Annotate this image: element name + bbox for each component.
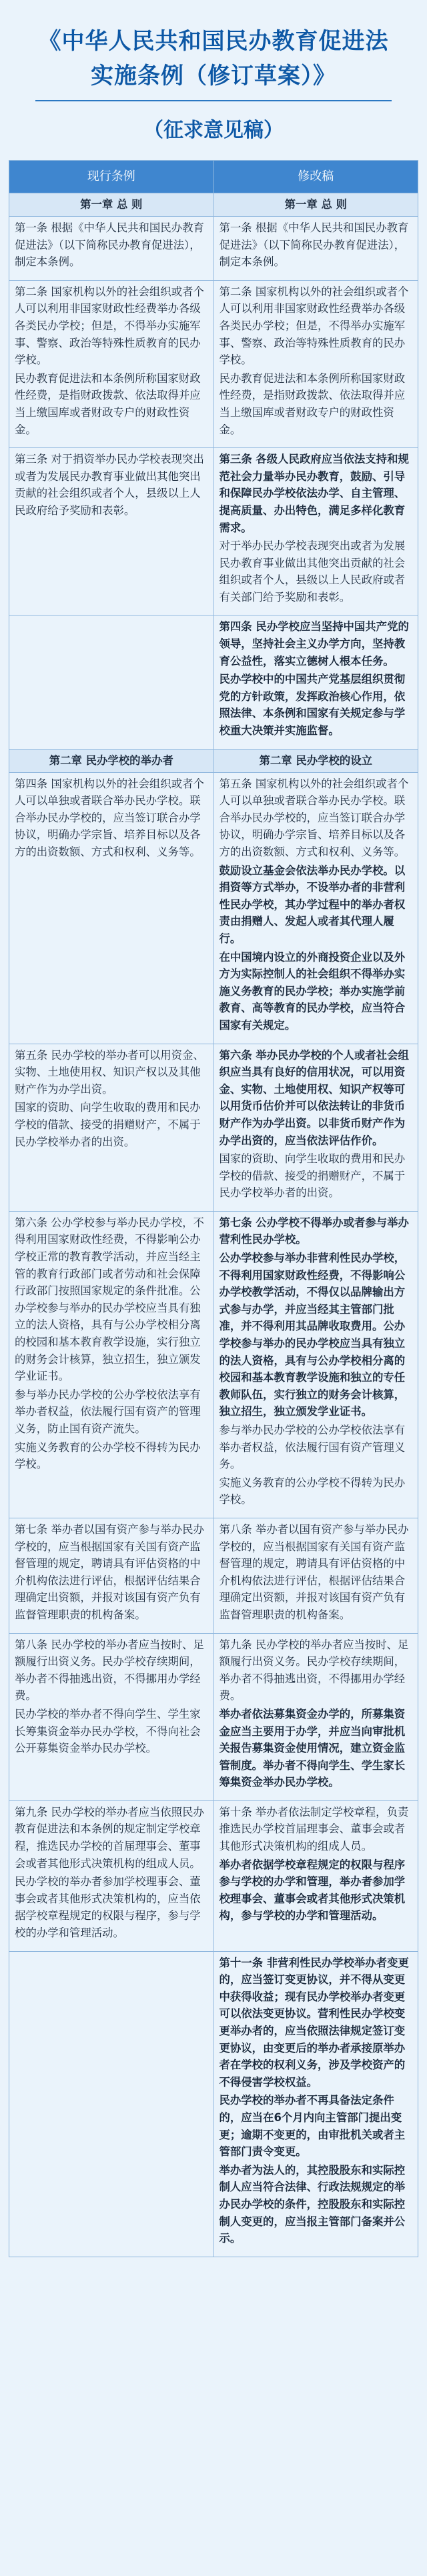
article-paragraph: 第三条 对于捐资举办民办学校表现突出或者为发展民办教育事业做出其他突出贡献的社会组织或者个人，县级以上人民政府给予奖励和表彰。 — [15, 453, 204, 517]
column-header-revised: 修改稿 — [214, 161, 418, 193]
table-row — [9, 217, 418, 281]
table-body — [9, 193, 418, 2257]
article-paragraph: 第三条 各级人民政府应当依法支持和规范社会力量举办民办教育，鼓励、引导和保障民办学校依法办学、自主管理、提高质量、办出特色，满足多样化教育需求。 — [219, 453, 409, 534]
current-article-cell — [9, 1951, 214, 2257]
current-article-cell — [9, 280, 214, 447]
article-paragraph: 第九条 民办学校的举办者应当按时、足额履行出资义务。民办学校存续期间，举办者不得抽逃出资，不得挪用办学经费。 — [219, 1638, 409, 1702]
current-article-cell — [9, 1211, 214, 1518]
revised-article-cell — [214, 1044, 418, 1211]
revised-article-cell — [214, 448, 418, 615]
article-paragraph: 第十条 举办者依法制定学校章程，负责推选民办学校首届理事会、董事会或者其他形式决策机构的组成人员。 — [219, 1805, 409, 1853]
current-article-cell — [9, 217, 214, 281]
article-paragraph: 第八条 举办者以国有资产参与举办民办学校的，应当根据国家有关国有资产监督管理的规定，聘请具有评估资格的中介机构依法进行评估，根据评估结果合理确定出资额，并报对该国有资产负有监督管理职责的机构备案。 — [219, 1522, 409, 1621]
chapter-title-revised: 第一章 总 则 — [214, 193, 418, 217]
article-paragraph: 民办学校的举办者不再具备法定条件的，应当在6个月内向主管部门提出变更；逾期不变更的，由审批机关或者主管部门责令变更。 — [219, 2094, 406, 2159]
revised-article-cell — [214, 1518, 418, 1633]
table-row — [9, 280, 418, 447]
article-paragraph: 国家的资助、向学生收取的费用和民办学校的借款、接受的捐赠财产，不属于民办学校举办者的出资。 — [15, 1101, 201, 1148]
column-header-current: 现行条例 — [9, 161, 214, 193]
article-paragraph: 第一条 根据《中华人民共和国民办教育促进法》（以下简称民办教育促进法），制定本条例。 — [15, 221, 204, 269]
chapter-title-current: 第一章 总 则 — [9, 193, 214, 217]
table-row — [9, 1518, 418, 1633]
chapter-title-current: 第二章 民办学校的举办者 — [9, 749, 214, 772]
article-paragraph: 民办教育促进法和本条例所称国家财政性经费，是指财政拨款、依法取得并应当上缴国库或者财政专户的财政性资金。 — [219, 371, 406, 436]
article-paragraph: 国家的资助、向学生收取的费用和民办学校的借款、接受的捐赠财产，不属于民办学校举办者的出资。 — [219, 1152, 406, 1200]
article-paragraph: 第四条 民办学校应当坚持中国共产党的领导，坚持社会主义办学方向，坚持教育公益性，落实立德树人根本任务。 — [219, 620, 409, 668]
article-paragraph: 第五条 民办学校的举办者可以用资金、实物、土地使用权、知识产权以及其他财产作为办学出资。 — [15, 1048, 204, 1096]
article-paragraph: 民办教育促进法和本条例所称国家财政性经费，是指财政拨款、依法取得并应当上缴国库或者财政专户的财政性资金。 — [15, 371, 201, 436]
page-subtitle: （征求意见稿） — [143, 119, 284, 142]
article-paragraph: 第六条 举办民办学校的个人或者社会组织应当具有良好的信用状况，可以用资金、实物、土地使用权、知识产权等可以用货币估价并可以依法转让的非货币财产作为办学出资。以非货币财产作为办学出资的，应当依法评估作价。 — [219, 1048, 409, 1147]
article-paragraph: 第七条 公办学校不得举办或者参与举办营利性民办学校。 — [219, 1216, 409, 1246]
current-article-cell — [9, 1044, 214, 1211]
article-paragraph: 鼓励设立基金会依法举办民办学校。以捐资等方式举办，不设举办者的非营利性民办学校，其办学过程中的举办者权责由捐赠人、发起人或者其代理人履行。 — [219, 864, 406, 945]
table-row — [9, 1800, 418, 1951]
title-line-2: 实施条例（修订草案）》 — [91, 63, 336, 89]
article-paragraph: 参与举办民办学校的公办学校依法享有举办者权益，依法履行国有资产管理义务。 — [219, 1424, 406, 1471]
current-article-cell — [9, 615, 214, 749]
revised-article-cell — [214, 772, 418, 1044]
article-paragraph: 第二条 国家机构以外的社会组织或者个人可以利用非国家财政性经费举办各级各类民办学校；但是，不得举办实施军事、警察、政治等特殊性质教育的民办学校。 — [219, 285, 409, 367]
current-article-cell — [9, 1518, 214, 1633]
article-paragraph: 在中国境内设立的外商投资企业以及外方为实际控制人的社会组织不得举办实施义务教育的民办学校；举办实施学前教育、高等教育的民办学校，应当符合国家有关规定。 — [219, 950, 406, 1032]
current-article-cell — [9, 1633, 214, 1800]
article-paragraph: 民办学校中的中国共产党基层组织贯彻党的方针政策，发挥政治核心作用，依照法律、本条例和国家有关规定参与学校重大决策并实施监督。 — [219, 673, 406, 738]
table-row — [9, 1633, 418, 1800]
page-title — [9, 24, 418, 93]
article-paragraph: 实施义务教育的公办学校不得转为民办学校。 — [219, 1476, 406, 1506]
table-row — [9, 1211, 418, 1518]
article-paragraph: 第五条 国家机构以外的社会组织或者个人可以单独或者联合举办民办学校。联合举办民办学校的，应当签订联合办学协议，明确办学宗旨、培养目标以及各方的出资数额、方式和权利、义务等。 — [219, 777, 409, 858]
page-header — [9, 0, 418, 160]
article-paragraph: 第四条 国家机构以外的社会组织或者个人可以单独或者联合举办民办学校。联合举办民办学校的，应当签订联合办学协议，明确办学宗旨、培养目标以及各方的出资数额、方式和权利、义务等。 — [15, 777, 204, 858]
chapter-row — [9, 749, 418, 772]
article-paragraph: 民办学校的举办者不得向学生、学生家长筹集资金举办民办学校，不得向社会公开募集资金举办民办学校。 — [15, 1707, 201, 1755]
article-paragraph: 对于举办民办学校表现突出或者为发展民办教育事业做出其他突出贡献的社会组织或者个人，县级以上人民政府或者有关部门给予奖励和表彰。 — [219, 539, 406, 603]
revised-article-cell — [214, 1633, 418, 1800]
article-paragraph: 第九条 民办学校的举办者应当依照民办教育促进法和本条例的规定制定学校章程，推选民办学校的首届理事会、董事会或者其他形式决策机构的组成人员。 — [15, 1805, 204, 1870]
chapter-row — [9, 193, 418, 217]
current-article-cell — [9, 448, 214, 615]
article-paragraph: 举办者依据学校章程规定的权限与程序参与学校的办学和管理，举办者参加学校理事会、董事会或者其他形式决策机构，参与学校的办学和管理活动。 — [219, 1858, 406, 1922]
table-row — [9, 1044, 418, 1211]
chapter-title-revised: 第二章 民办学校的设立 — [214, 749, 418, 772]
revised-article-cell — [214, 1951, 418, 2257]
article-paragraph: 举办者为法人的，其控股股东和实际控制人应当符合法律、行政法规规定的举办民办学校的条件，控股股东和实际控制人变更的，应当报主管部门备案并公示。 — [219, 2163, 406, 2245]
table-row — [9, 1951, 418, 2257]
revised-article-cell — [214, 1211, 418, 1518]
revised-article-cell — [214, 615, 418, 749]
article-paragraph: 公办学校参与举办非营利性民办学校，不得利用国家财政性经费，不得影响公办学校教学活动，不得仅以品牌输出方式参与办学，并应当经其主管部门批准，并不得利用其品牌收取费用。公办学校参与举办的民办学校应当具有独立的法人资格，具有与公办学校相分离的校园和基本教育教学设施和独立的专任教师队伍，实行独立的财务会计核算，独立招生，独立颁发学业证书。 — [219, 1252, 406, 1418]
title-line-1: 《中华人民共和国民办教育促进法 — [38, 28, 389, 55]
title-divider — [35, 100, 392, 101]
table-row — [9, 615, 418, 749]
revised-article-cell — [214, 280, 418, 447]
article-paragraph: 第十一条 非营利性民办学校举办者变更的，应当签订变更协议，并不得从变更中获得收益；现有民办学校举办者变更可以依法变更协议。营利性民办学校变更举办者的，应当依照法律规定签订变更协议，由变更后的举办者承接原举办者在学校的权利义务，涉及学校资产的不得侵害学校权益。 — [219, 1956, 409, 2089]
comparison-table — [9, 160, 418, 2257]
revised-article-cell — [214, 1800, 418, 1951]
article-paragraph: 第二条 国家机构以外的社会组织或者个人可以利用非国家财政性经费举办各级各类民办学校；但是，不得举办实施军事、警察、政治等特殊性质教育的民办学校。 — [15, 285, 204, 367]
table-row — [9, 448, 418, 615]
table-header-row — [9, 161, 418, 193]
article-paragraph: 第六条 公办学校参与举办民办学校，不得利用国家财政性经费，不得影响公办学校正常的教育教学活动，并应当经主管的教育行政部门或者劳动和社会保障行政部门按照国家规定的条件批准。公办学校参与举办的民办学校应当具有独立的法人资格，具有与公办学校相分离的校园和基本教育教学设施，实行独立的财务会计核算，独立招生，独立颁发学业证书。 — [15, 1216, 204, 1383]
current-article-cell — [9, 1800, 214, 1951]
article-paragraph: 民办学校的举办者参加学校理事会、董事会或者其他形式决策机构的，应当依据学校章程规定的权限与程序，参与学校的办学和管理活动。 — [15, 1875, 201, 1940]
article-paragraph: 参与举办民办学校的公办学校依法享有举办者权益，依法履行国有资产的管理义务，防止国有资产流失。 — [15, 1388, 201, 1435]
article-paragraph: 举办者依法募集资金办学的，所募集资金应当主要用于办学，并应当向审批机关报告募集资金使用情况，建立资金监管制度。举办者不得向学生、学生家长筹集资金举办民办学校。 — [219, 1707, 406, 1789]
article-paragraph: 第一条 根据《中华人民共和国民办教育促进法》（以下简称民办教育促进法），制定本条例。 — [219, 221, 409, 269]
table-row — [9, 772, 418, 1044]
article-paragraph: 第八条 民办学校的举办者应当按时、足额履行出资义务。民办学校存续期间，举办者不得抽逃出资，不得挪用办学经费。 — [15, 1638, 204, 1702]
revised-article-cell — [214, 217, 418, 281]
article-paragraph: 实施义务教育的公办学校不得转为民办学校。 — [15, 1440, 201, 1471]
current-article-cell — [9, 772, 214, 1044]
article-paragraph: 第七条 举办者以国有资产参与举办民办学校的，应当根据国家有关国有资产监督管理的规定，聘请具有评估资格的中介机构依法进行评估，根据评估结果合理确定出资额，并报对该国有资产负有监督管理职责的机构备案。 — [15, 1522, 204, 1621]
